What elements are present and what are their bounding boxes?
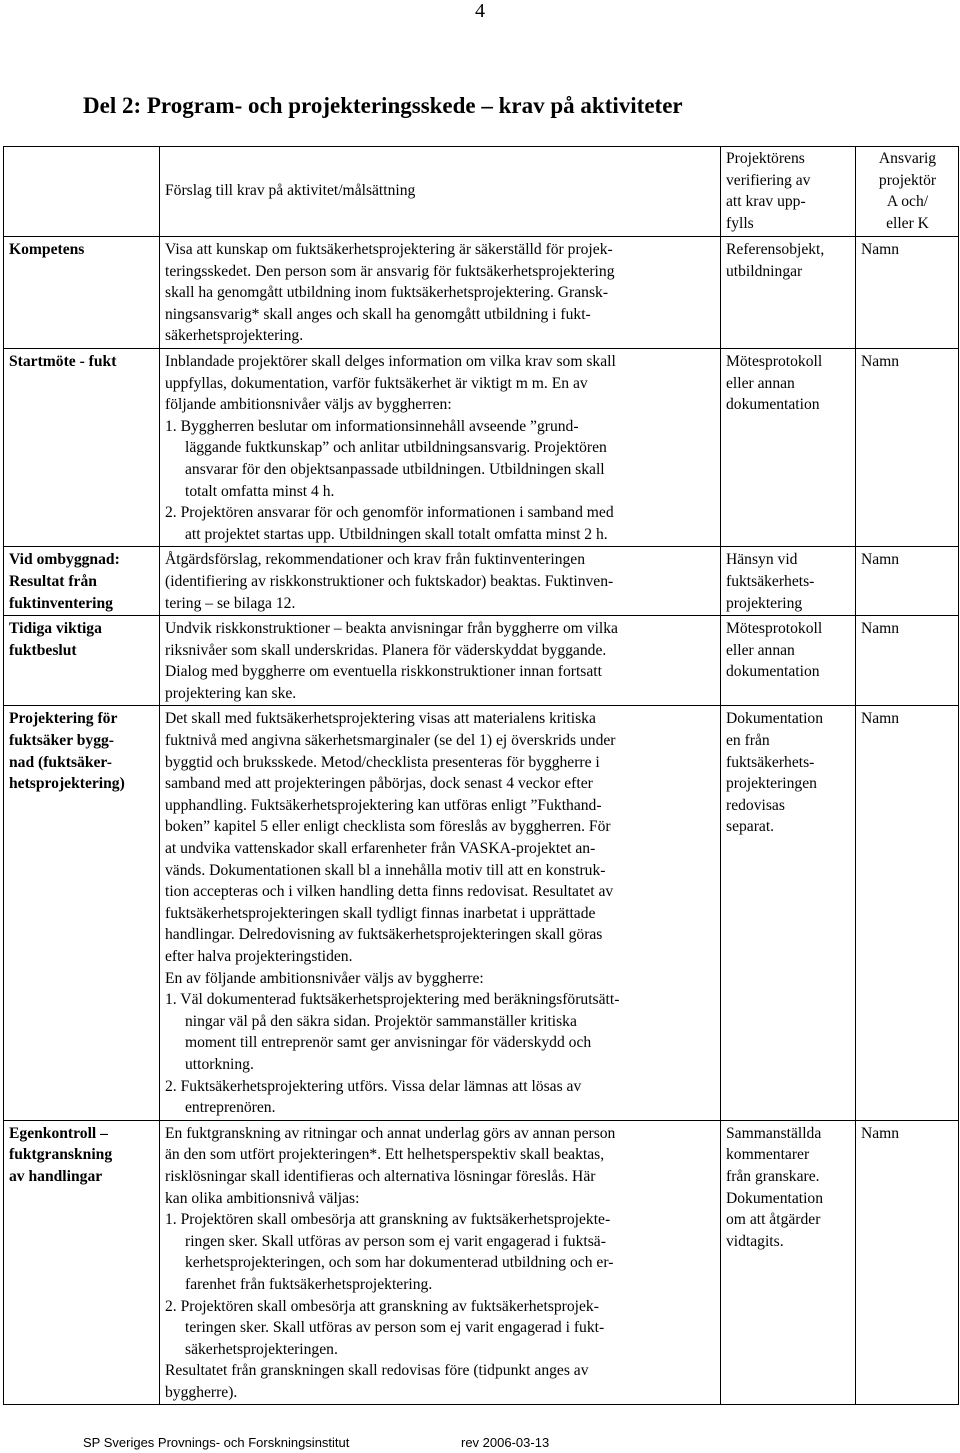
activity-line: farenhet från fuktsäkerhetsprojektering. bbox=[185, 1275, 433, 1293]
activity-line: att projektet startas upp. Utbildningen skall totalt omfatta minst 2 h. bbox=[185, 525, 608, 543]
activity-line: upphandling. Fuktsäkerhetsprojektering kan utföras enligt ”Fukthand- bbox=[165, 796, 602, 814]
header-responsible-line: projektör bbox=[878, 171, 937, 189]
verification-cell bbox=[721, 616, 856, 706]
activity-line: samband med att projekteringen påbörjas, dock senast 4 veckor efter bbox=[165, 775, 593, 793]
verification-line: Mötesprotokoll bbox=[726, 352, 823, 370]
activity-line: 2. Projektören ansvarar för och genomför informationen i samband med bbox=[165, 504, 614, 522]
verification-line: redovisas bbox=[726, 796, 785, 814]
verification-line: separat. bbox=[726, 818, 775, 836]
verification-line: vidtagits. bbox=[726, 1232, 784, 1250]
table-row bbox=[4, 547, 959, 616]
responsible-cell bbox=[856, 237, 959, 349]
category-line: Resultat från bbox=[9, 572, 97, 590]
activity-line: ningsansvarig* skall anges och skall ha genomgått utbildning i fukt- bbox=[165, 305, 591, 323]
category-cell bbox=[4, 616, 160, 706]
activity-line: Åtgärdsförslag, rekommendationer och krav från fuktinventeringen bbox=[165, 551, 586, 569]
responsible-cell bbox=[856, 547, 959, 616]
activity-line: uppfyllas, dokumentation, varför fuktsäkerhet är viktigt m m. En av bbox=[165, 374, 588, 392]
responsible-cell bbox=[856, 706, 959, 1120]
category-cell bbox=[4, 1120, 160, 1405]
category-cell bbox=[4, 237, 160, 349]
activity-line: vänds. Dokumentationen skall bl a innehålla motiv till att en konstruk- bbox=[165, 861, 606, 879]
verification-line: kommentarer bbox=[726, 1146, 810, 1164]
activity-line: entreprenören. bbox=[185, 1099, 276, 1117]
verification-line: fuktsäkerhets- bbox=[726, 572, 815, 590]
activity-line: En av följande ambitionsnivåer väljs av byggherre: bbox=[165, 969, 484, 987]
header-responsible-line: Ansvarig bbox=[878, 150, 937, 167]
responsible-name: Namn bbox=[861, 241, 900, 258]
activity-line: Resultatet från granskningen skall redovisas före (tidpunkt anges av bbox=[165, 1362, 589, 1380]
header-verification-line: fylls bbox=[726, 214, 754, 232]
category-line: fuktbeslut bbox=[9, 641, 77, 659]
activity-line: teringen sker. Skall utföras av person som ej varit engagerad i fukt- bbox=[185, 1319, 605, 1337]
header-activity-cell bbox=[160, 147, 721, 237]
activity-line: 2. Projektören skall ombesörja att granskning av fuktsäkerhetsprojek- bbox=[165, 1297, 599, 1315]
activity-line: risklösningar skall identifieras och alternativa lösningar föreslås. Här bbox=[165, 1167, 596, 1185]
activity-line: säkerhetsprojektering. bbox=[165, 327, 304, 345]
activity-line: 2. Fuktsäkerhetsprojektering utförs. Vissa delar lämnas att lösas av bbox=[165, 1077, 582, 1095]
category-line: Projektering för bbox=[9, 710, 118, 728]
verification-line: utbildningar bbox=[726, 262, 803, 280]
activity-line: totalt omfatta minst 4 h. bbox=[185, 482, 335, 500]
verification-line: Sammanställda bbox=[726, 1124, 822, 1142]
activity-line: ringen sker. Skall utföras av person som ej varit engagerad i fuktsä- bbox=[185, 1232, 606, 1250]
activity-line: säkerhetsprojekteringen. bbox=[185, 1340, 338, 1358]
activity-line: kerhetsprojekteringen, och som har dokumenterad utbildning och er- bbox=[185, 1254, 614, 1272]
category-cell bbox=[4, 547, 160, 616]
activity-line: läggande fuktkunskap” och anlitar utbildningsansvarig. Projektören bbox=[185, 439, 607, 457]
activity-line: tion accepteras och i vilken handling detta finns redovisat. Resultatet av bbox=[165, 883, 614, 901]
category-line: Tidiga viktiga bbox=[9, 620, 102, 638]
table-row bbox=[4, 237, 959, 349]
activity-cell bbox=[160, 1120, 721, 1405]
verification-line: dokumentation bbox=[726, 396, 820, 414]
activity-line: Undvik riskkonstruktioner – beakta anvisningar från byggherre om vilka bbox=[165, 620, 618, 638]
activity-line: Inblandade projektörer skall delges information om vilka krav som skall bbox=[165, 352, 616, 370]
activity-cell bbox=[160, 348, 721, 546]
verification-line: eller annan bbox=[726, 641, 795, 659]
category-line: fuktgranskning bbox=[9, 1146, 113, 1164]
activity-line: skall ha genomgått utbildning inom fuktsäkerhetsprojektering. Gransk- bbox=[165, 284, 609, 302]
page-number: 4 bbox=[475, 0, 485, 22]
table-row bbox=[4, 1120, 959, 1405]
verification-line: en från bbox=[726, 732, 770, 750]
activity-line: 1. Projektören skall ombesörja att granskning av fuktsäkerhetsprojekte- bbox=[165, 1211, 611, 1229]
verification-line: från granskare. bbox=[726, 1167, 820, 1185]
header-verification-cell bbox=[721, 147, 856, 237]
verification-cell bbox=[721, 348, 856, 546]
table-header-row bbox=[4, 147, 959, 237]
activity-line: Det skall med fuktsäkerhetsprojektering visas att materialens kritiska bbox=[165, 710, 596, 728]
activity-line: riksnivåer som skall underskridas. Planera för väderskyddat byggande. bbox=[165, 641, 607, 659]
page-title: Del 2: Program- och projekteringsskede – krav på aktiviteter bbox=[83, 93, 683, 118]
responsible-name: Namn bbox=[861, 551, 900, 569]
responsible-name: Namn bbox=[861, 710, 900, 728]
footer-revision: rev 2006-03-13 bbox=[461, 1435, 550, 1450]
verification-line: eller annan bbox=[726, 374, 795, 392]
header-activity-label: Förslag till krav på aktivitet/målsättning bbox=[165, 182, 416, 200]
activity-line: efter halva projekteringstiden. bbox=[165, 948, 353, 965]
activity-line: än den som utfört projekteringen*. Ett helhetsperspektiv skall beaktas, bbox=[165, 1146, 605, 1164]
verification-line: projektering bbox=[726, 594, 803, 612]
activity-line: teringsskedet. Den person som är ansvarig för fuktsäkerhetsprojektering bbox=[165, 262, 615, 280]
activity-line: at undvika vattenskador skall erfarenheter från VASKA-projektet an- bbox=[165, 840, 596, 858]
activity-cell bbox=[160, 547, 721, 616]
activity-line: boken” kapitel 5 eller enligt checklista som föreslås av byggherren. För bbox=[165, 818, 611, 836]
verification-line: projekteringen bbox=[726, 775, 817, 793]
responsible-name: Namn bbox=[861, 352, 900, 370]
category-line: hetsprojektering) bbox=[9, 775, 125, 793]
category-cell bbox=[4, 706, 160, 1120]
verification-cell bbox=[721, 1120, 856, 1405]
activity-line: En fuktgranskning av ritningar och annat underlag görs av annan person bbox=[165, 1124, 616, 1142]
responsible-cell bbox=[856, 348, 959, 546]
verification-cell bbox=[721, 237, 856, 349]
verification-line: dokumentation bbox=[726, 663, 820, 681]
verification-cell bbox=[721, 706, 856, 1120]
activity-line: uttorkning. bbox=[185, 1055, 254, 1073]
responsible-cell bbox=[856, 616, 959, 706]
activity-line: 1. Väl dokumenterad fuktsäkerhetsprojektering med beräkningsförutsätt- bbox=[165, 991, 620, 1009]
responsible-name: Namn bbox=[861, 620, 900, 638]
activity-line: kan olika ambitionsnivå väljas: bbox=[165, 1189, 360, 1207]
activity-line: moment till entreprenör samt ger anvisningar för väderskydd och bbox=[185, 1034, 592, 1052]
activity-line: fuktsäkerhetsprojekteringen skall tydligt finnas inarbetat i upprättade bbox=[165, 904, 596, 922]
header-category-cell bbox=[4, 147, 160, 237]
category-line: nad (fuktsäker- bbox=[9, 753, 112, 771]
verification-cell bbox=[721, 547, 856, 616]
requirements-table bbox=[3, 146, 959, 1405]
verification-line: om att åtgärder bbox=[726, 1211, 821, 1229]
header-verification-line: Projektörens bbox=[726, 150, 805, 167]
activity-line: Visa att kunskap om fuktsäkerhetsprojektering är säkerställd för projek- bbox=[165, 241, 613, 258]
header-responsible-line: eller K bbox=[886, 214, 929, 232]
header-responsible-line: A och/ bbox=[886, 193, 929, 211]
category-line: Startmöte - fukt bbox=[9, 352, 117, 370]
verification-line: Hänsyn vid bbox=[726, 551, 798, 569]
activity-line: tering – se bilaga 12. bbox=[165, 594, 296, 612]
category-line: av handlingar bbox=[9, 1167, 103, 1185]
activity-cell bbox=[160, 237, 721, 349]
activity-line: ansvarar för den objektsanpassade utbildningen. Utbildningen skall bbox=[185, 460, 605, 478]
category-line: fuktsäker bygg- bbox=[9, 732, 114, 750]
category-line: fuktinventering bbox=[9, 594, 113, 612]
verification-line: fuktsäkerhets- bbox=[726, 753, 815, 771]
header-verification-line: verifiering av bbox=[726, 171, 811, 189]
activity-line: ningar väl på den säkra sidan. Projektör sammanställer kritiska bbox=[185, 1012, 577, 1030]
activity-line: projektering kan ske. bbox=[165, 684, 297, 702]
verification-line: Mötesprotokoll bbox=[726, 620, 823, 638]
verification-line: Referensobjekt, bbox=[726, 241, 825, 258]
activity-cell bbox=[160, 706, 721, 1120]
verification-line: Dokumentation bbox=[726, 1189, 824, 1207]
footer-institute: SP Sveriges Provnings- och Forskningsinstitut bbox=[83, 1435, 350, 1450]
activity-line: handlingar. Delredovisning av fuktsäkerhetsprojekteringen skall göras bbox=[165, 926, 603, 944]
responsible-name: Namn bbox=[861, 1124, 900, 1142]
table-row bbox=[4, 616, 959, 706]
activity-cell bbox=[160, 616, 721, 706]
category-cell bbox=[4, 348, 160, 546]
header-verification-line: att krav upp- bbox=[726, 193, 806, 211]
responsible-cell bbox=[856, 1120, 959, 1405]
category-line: Vid ombyggnad: bbox=[9, 551, 120, 569]
activity-line: 1. Byggherren beslutar om informationsinnehåll avseende ”grund- bbox=[165, 417, 579, 435]
table-row bbox=[4, 348, 959, 546]
category-line: Egenkontroll – bbox=[9, 1124, 108, 1142]
category-line: Kompetens bbox=[9, 241, 85, 258]
activity-line: byggtid och bruksskede. Metod/checklista presenteras för byggherre i bbox=[165, 753, 600, 771]
header-responsible-cell bbox=[856, 147, 959, 237]
activity-line: Dialog med byggherre om eventuella riskkonstruktioner innan fortsatt bbox=[165, 663, 602, 681]
activity-line: byggherre). bbox=[165, 1383, 238, 1401]
activity-line: fuktnivå med angivna säkerhetsmarginaler (se del 1) ej överskrids under bbox=[165, 732, 616, 750]
table-row bbox=[4, 706, 959, 1120]
activity-line: (identifiering av riskkonstruktioner och fuktskador) beaktas. Fuktinven- bbox=[165, 572, 614, 590]
verification-line: Dokumentation bbox=[726, 710, 824, 728]
activity-line: följande ambitionsnivåer väljs av byggherren: bbox=[165, 396, 452, 414]
